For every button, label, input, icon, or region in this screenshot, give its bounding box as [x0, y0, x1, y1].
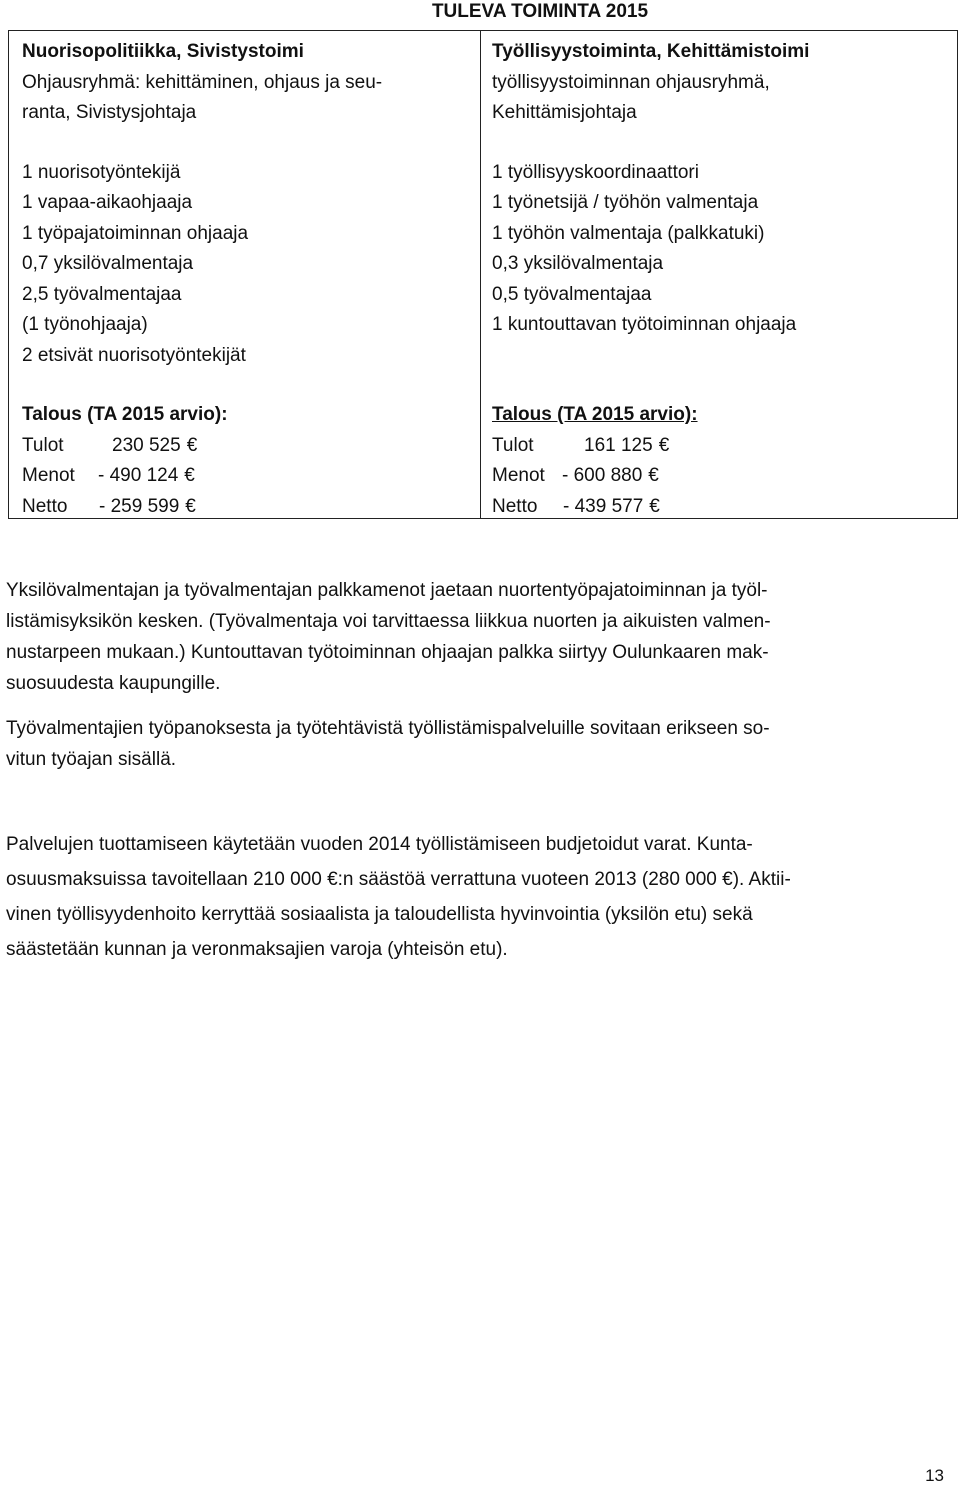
left-column — [9, 31, 481, 518]
paragraph-line: vitun työajan sisällä. — [6, 749, 177, 770]
paragraph-line: listämisyksikön kesken. (Työvalmentaja voi tarvittaessa liikkua nuorten ja aikuisten valmen- — [6, 611, 771, 632]
euro-symbol: € — [184, 465, 195, 486]
finance-value: - 259 599 — [99, 495, 180, 517]
left-sub-line: Ohjausryhmä: kehittäminen, ohjaus ja seu- — [22, 71, 383, 93]
right-column — [481, 31, 957, 518]
right-finance-row-expenses — [492, 461, 957, 492]
paragraph-funding — [6, 827, 936, 967]
left-finance-title: Talous (TA 2015 arvio): — [22, 404, 228, 425]
left-finance-row-income — [22, 431, 480, 462]
budget-table — [8, 30, 958, 519]
left-staff-item: 2,5 työvalmentajaa — [22, 283, 182, 305]
finance-value: - 600 880 — [562, 465, 643, 486]
left-staff-item: 1 nuorisotyöntekijä — [22, 161, 181, 183]
finance-label: Menot — [22, 465, 75, 486]
left-staff-item: 2 etsivät nuorisotyöntekijät — [22, 344, 246, 366]
right-finance-row-net — [492, 492, 957, 523]
paragraph-line: vinen työllisyydenhoito kerryttää sosiaalista ja taloudellista hyvinvointia (yksilön etu) sekä — [6, 904, 753, 925]
left-staff-item: 0,7 yksilövalmentaja — [22, 253, 194, 274]
finance-label: Tulot — [22, 434, 64, 456]
paragraph-line: nustarpeen mukaan.) Kuntouttavan työtoiminnan ohjaajan palkka siirtyy Oulunkaaren mak- — [6, 642, 769, 663]
right-staff-item: 0,5 työvalmentajaa — [492, 283, 652, 305]
finance-value: - 490 124 — [98, 465, 179, 486]
paragraph-line: säästetään kunnan ja veronmaksajien varoja (yhteisön etu). — [6, 939, 508, 960]
finance-label: Netto — [22, 495, 68, 517]
paragraph-line: Yksilövalmentajan ja työvalmentajan palkkamenot jaetaan nuortentyöpajatoiminnan ja työl- — [6, 580, 768, 601]
right-staff-item: 1 työhön valmentaja (palkkatuki) — [492, 222, 765, 244]
paragraph-salary-split — [6, 575, 936, 699]
left-heading: Nuorisopolitiikka, Sivistystoimi — [22, 41, 304, 62]
finance-label: Tulot — [492, 434, 534, 456]
right-heading: Työllisyystoiminta, Kehittämistoimi — [492, 41, 810, 62]
right-staff-item: 1 työllisyyskoordinaattori — [492, 161, 699, 183]
finance-value: 161 125 — [584, 434, 653, 456]
paragraph-line: osuusmaksuissa tavoitellaan 210 000 €:n säästöä verrattuna vuoteen 2013 (280 000 €). Aktii- — [6, 869, 791, 890]
left-finance-row-expenses — [22, 461, 480, 492]
right-finance-title: Talous (TA 2015 arvio): — [492, 404, 698, 425]
paragraph-line: Palvelujen tuottamiseen käytetään vuoden 2014 työllistämiseen budjetoidut varat. Kunta- — [6, 834, 753, 855]
left-staff-item: 1 työpajatoiminnan ohjaaja — [22, 222, 249, 244]
paragraph-line: suosuudesta kaupungille. — [6, 673, 221, 694]
left-finance-row-net — [22, 492, 480, 523]
right-sub-line: Kehittämisjohtaja — [492, 102, 637, 123]
finance-value: - 439 577 — [563, 495, 644, 517]
page-header: TULEVA TOIMINTA 2015 — [431, 1, 649, 22]
paragraph-line: Työvalmentajien työpanoksesta ja työtehtävistä työllistämispalveluille sovitaan erikseen so- — [6, 718, 770, 739]
right-finance-row-income — [492, 431, 957, 462]
euro-symbol: € — [648, 465, 659, 486]
euro-symbol: € — [658, 434, 670, 456]
right-sub-line: työllisyystoiminnan ohjausryhmä, — [492, 71, 770, 93]
euro-symbol: € — [649, 495, 660, 517]
finance-label: Menot — [492, 465, 545, 486]
left-staff-item: (1 työnohjaaja) — [22, 314, 148, 335]
finance-label: Netto — [492, 495, 538, 517]
right-staff-item: 0,3 yksilövalmentaja — [492, 253, 664, 274]
right-staff-item: 1 työnetsijä / työhön valmentaja — [492, 192, 759, 213]
finance-value: 230 525 — [112, 434, 181, 456]
euro-symbol: € — [185, 495, 196, 517]
paragraph-work-input — [6, 713, 936, 775]
euro-symbol: € — [186, 434, 198, 456]
right-staff-item: 1 kuntouttavan työtoiminnan ohjaaja — [492, 314, 797, 335]
left-staff-item: 1 vapaa-aikaohjaaja — [22, 192, 193, 213]
page-number: 13 — [925, 1466, 944, 1485]
left-sub-line: ranta, Sivistysjohtaja — [22, 102, 197, 123]
